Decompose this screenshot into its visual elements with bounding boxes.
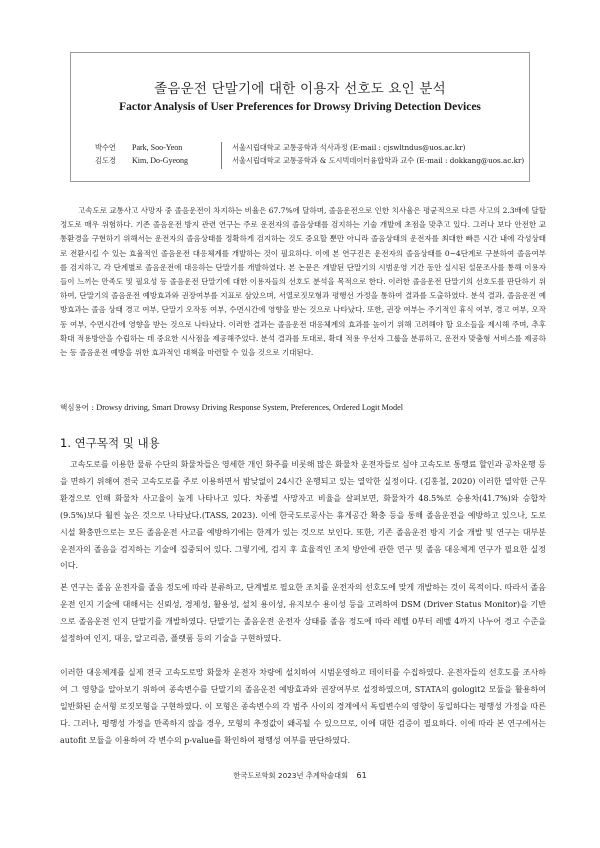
author-block [95,143,525,169]
author-name-korean: 박수연 [95,143,116,152]
author-row [95,143,525,156]
keywords-line [60,402,546,413]
page-number: 61 [356,771,367,780]
paper-title-english: Factor Analysis of User Preferences for Drowsy Driving Detection Devices [119,101,481,113]
paper-title-korean: 졸음운전 단말기에 대한 이용자 선호도 요인 분석 [154,81,446,97]
keywords-label: 핵심용어 : [60,403,94,412]
body-paragraph: 이러한 대응체계를 실제 전국 고속도로망 화물차 운전자 차량에 설치하여 시범운영하고 데이터를 수집하였다. 운전자들의 선호도를 조사하여 그 영향을 알아보기 위하여 종속변수를 단말기의 졸음운전 예방효과와 권장여부로 설정하였으며, STATA의 gologit2 모듈을 활용하여 일반화된 순서형 로짓모형을 구현하였다. 이 모형은 종속변수의 각 범주 사이의 경계에서 독립변수의 영향이 동일하다는 평행성 가정을 따른다. 그러나, 평행성 가정을 만족하지 않을 경우, 모형의 추정값이 왜곡될 수 있으므로, 이에 대한 검증이 필요하다. 이에 따라 본 연구에서는 autofit 모듈을 이용하여 각 변수의 p-value를 확인하여 평행성 여부를 판단하였다. [60,668,546,745]
body-paragraph: 고속도로를 이용한 물류 수단의 화물차들은 영세한 개인 화주를 비롯해 많은 화물차 운전자들로 심야 고속도로 통행료 할인과 공차운행 등을 면하기 위해여 전국 고속도로를 주로 이용하면서 밤낮없이 24시간 운행되고 있는 열악한 실정이다. (김홍철, 2020) 이러한 열악한 근무환경으로 인해 화물차 사고율이 높게 나타나고 있다. 차종별 사망자고 비율을 살펴보면, 화물차가 48.5%로 승용차(41.7%)와 승합차(9.5%)보다 훨씬 높은 것으로 나타났다.(TASS, 2023). 이에 한국도로공사는 휴게공간 확충 등을 통해 졸음운전을 예방하고 있으나, 도로 시설 확충만으로는 모든 졸음운전 사고를 예방하기에는 한계가 있는 것으로 보인다. 또한, 기존 졸음운전 방지 기술 개발 및 연구는 대부분 운전자의 졸음을 검지하는 기술에 집중되어 있다. 그렇기에, 검지 후 효율적인 조치 방안에 관한 연구 및 졸음 대응체계 연구가 필요한 실정이다. [60,460,546,571]
author-row [95,156,525,169]
author-name-english: Park, Soo-Yeon [132,143,183,152]
abstract: 고속도로 교통사고 사망자 중 졸음운전이 차지하는 비율은 67.7%에 달하며, 졸음운전으로 인한 치사율은 평균적으로 다른 사고의 2.3배에 달할 정도로 매우 위험하다. 기존 졸음운전 방지 관련 연구는 주로 운전자의 졸음상태를 검지하는 기술 개발에 초점을 맞추고 있다. 그러나 보다 안전한 교통환경을 구현하기 위해서는 운전자의 졸음상태를 정확하게 검지하는 것도 중요할 뿐만 아니라 졸음상태의 운전자를 최대한 빠른 시간 내에 각성상태로 전환시킬 수 있는 효율적인 졸음운전 대응체계를 개발하는 것이 필요하다. 이에 본 연구진은 운전자의 졸음상태를 0~4단계로 구분하여 졸음여부를 검지하고, 각 단계별로 졸음운전에 대응하는 단말기를 개발하였다. 본 논문은 개발된 단말기의 시범운영 기간 동안 실시된 설문조사를 통해 이용자들이 느끼는 만족도 및 필요성 등 졸음운전 단말기에 대한 이용자들의 선호도 분석을 목적으로 한다. 이러한 졸음운전 단말기의 선호도를 판단하기 위하여, 단말기의 졸음운전 예방효과와 권장여부를 지표로 삼았으며, 서열로짓모형과 평행선 가정을 통하여 결과를 도출하였다. 분석 결과, 졸음운전 예방효과는 졸음 상태 경고 여부, 단말기 오작동 여부, 수면시간에 영향을 받는 것으로 나타났다. 또한, 권장 여부는 주기적인 휴식 여부, 경고 여부, 오작동 여부, 수면시간에 영향을 받는 것으로 나타났다. 이러한 결과는 졸음운전 대응체계의 효과를 높이기 위해 고려해야 할 요소들을 제시해 주며, 추후 확대 적용방안을 수립하는 데 중요한 시사점을 제공해주었다. 분석 결과를 토대로, 확대 적용 우선자 그룹을 분류하고, 운전자 맞춤형 서비스를 제공하는 등 졸음운전 예방을 위한 효과적인 대책을 마련할 수 있을 것으로 기대된다. [60,206,546,358]
author-name-korean: 김도경 [95,156,116,165]
section-heading: 1. 연구목적 및 내용 [60,436,160,450]
page-footer [0,771,600,781]
author-name-english: Kim, Do-Gyeong [132,156,188,165]
body-paragraph: 본 연구는 졸음 운전자를 졸음 정도에 따라 분류하고, 단계별로 필요한 조치를 운전자의 선호도에 맞게 개발하는 것이 목적이다. 따라서 졸음운전 인지 기술에 대해서는 신뢰성, 경제성, 활용성, 설치 용이성, 유지보수 용이성 등을 고려하여 DSM (Driver Status Monitor)을 기반으로 졸음운전 인지 단말기를 개발하였다. 단말기는 졸음운전 운전자 상태를 졸음 정도에 따라 레벨 0부터 레벨 4까지 나누어 경고 수준을 설정하여 인지, 대응, 알고리즘, 플랫폼 등의 기술을 구현하였다. [60,583,546,643]
author-affiliation: 서울시립대학교 교통공학과 & 도시빅데이터융합학과 교수 (E-mail : dokkang@uos.ac.kr) [232,156,525,165]
conference-name: 한국도로학회 2023년 추계학술대회 [233,771,349,780]
keywords-list: Drowsy driving, Smart Drowsy Driving Response System, Preferences, Ordered Logit Model [96,403,404,412]
author-affiliation: 서울시립대학교 교통공학과 석사과정 (E-mail : cjswltndus@uos.ac.kr) [232,143,466,152]
title-box [70,52,530,182]
